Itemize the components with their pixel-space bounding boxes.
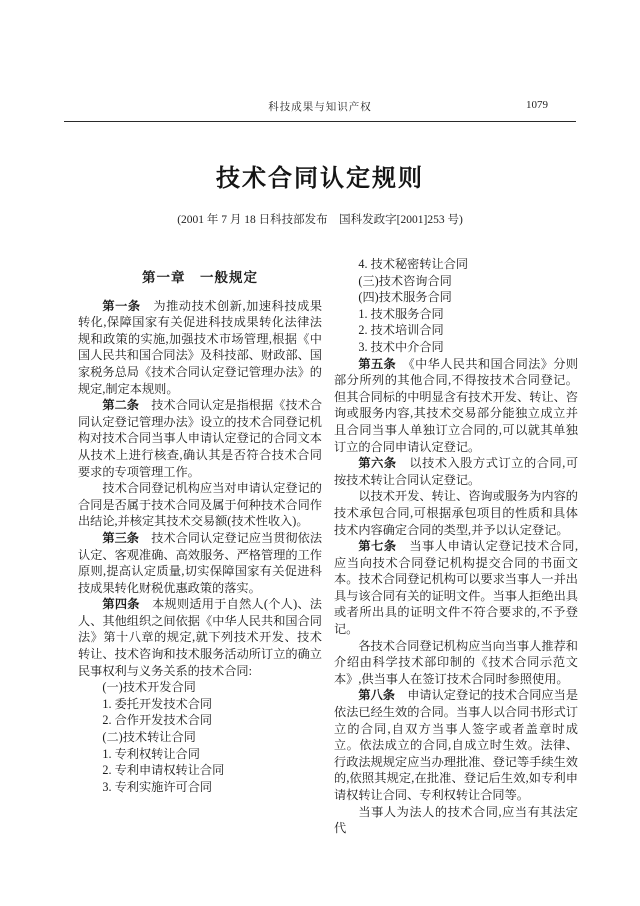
left-column: [78, 256, 322, 837]
article-number: 第六条: [358, 456, 397, 471]
paragraph: 第八条 申请认定登记的技术合同应当是依法已经生效的合同。当事人以合同书形式订立的合同,自双方当事人签字或者盖章时成立。依法成立的合同,自成立时生效。法律、行政法规规定应当办理批准、登记等手续生效的,依照其规定,在批准、登记后生效,如专利申请权转让合同、专利权转让合同等。: [334, 688, 579, 802]
list-item: (三)技术咨询合同: [358, 273, 452, 288]
header-rule: [64, 121, 576, 122]
paragraph: 第七条 当事人申请认定登记技术合同,应当向技术合同登记机构提交合同的书面文本。技术合同登记机构可以要求当事人一并出具与该合同有关的证明文件。当事人拒绝出具或者所出具的证明文件不符合要求的,不予登记。: [334, 539, 579, 637]
paragraph: 第二条 技术合同认定是指根据《技术合同认定登记管理办法》设立的技术合同登记机构对技术合同当事人申请认定登记的合同文本从技术上进行核查,确认其是否符合技术合同要求的专项管理工作。: [78, 398, 323, 479]
paragraph: 以技术开发、转让、咨询或服务为内容的技术承包合同,可根据承包项目的性质和具体技术内容确定合同的类型,并予以认定登记。: [334, 489, 578, 537]
paragraph: 第四条 本规则适用于自然人(个人)、法人、其他组织之间依据《中华人民共和国合同法》第十八章的规定,就下列技术开发、技术转让、技术咨询和技术服务活动所订立的确立民事权利与义务关系的技术合同:: [78, 597, 322, 678]
list-item: 4. 技术秘密转让合同: [358, 257, 469, 271]
article-number: 第七条: [358, 539, 397, 554]
chapter-heading: 第一章 一般规定: [142, 270, 258, 285]
list-item: 3. 技术中介合同: [358, 339, 444, 354]
list-item: 2. 合作开发技术合同: [102, 713, 213, 728]
list-item: 1. 技术服务合同: [358, 306, 444, 321]
right-column: [334, 256, 578, 837]
article-number: 第八条: [358, 688, 395, 703]
document-body: [78, 256, 578, 837]
list-item: 1. 专利权转让合同: [102, 746, 200, 761]
article-number: 第五条: [358, 356, 397, 371]
document-title: 技术合同认定规则: [216, 166, 424, 192]
paragraph: 技术合同登记机构应当对申请认定登记的合同是否属于技术合同及属于何种技术合同作出结论,并核定其技术交易额(技术性收入)。: [78, 481, 322, 529]
paragraph: 第五条 《中华人民共和国合同法》分则部分所列的其他合同,不得按技术合同登记。但其合同标的中明显含有技术开发、转让、咨询或服务内容,其技术交易部分能独立成立并且合同当事人单独订立合同的,可以就其单独订立的合同申请认定登记。: [334, 356, 579, 454]
page-header: [64, 99, 576, 115]
paragraph: 第六条 以技术入股方式订立的合同,可按技术转让合同认定登记。: [334, 456, 579, 487]
list-item: (一)技术开发合同: [102, 680, 196, 695]
article-number: 第四条: [102, 597, 140, 612]
paragraph: 当事人为法人的技术合同,应当有其法定代: [334, 804, 578, 836]
article-number: 第三条: [102, 530, 139, 545]
list-item: 2. 技术培训合同: [358, 323, 444, 338]
paragraph: 第一条 为推动技术创新,加速科技成果转化,保障国家有关促进科技成果转化法律法规和政策的实施,加强技术市场管理,根据《中国人民共和国合同法》及科技部、财政部、国家税务总局《技术合同认定登记管理办法》的规定,制定本规则。: [78, 298, 323, 396]
list-item: 1. 委托开发技术合同: [102, 696, 213, 711]
paragraph: 第三条 技术合同认定登记应当贯彻依法认定、客观准确、高效服务、严格管理的工作原则,提高认定质量,切实保障国家有关促进科技成果转化财税优惠政策的落实。: [78, 530, 323, 595]
list-item: 3. 专利实施许可合同: [102, 779, 213, 794]
page-number: 1079: [526, 99, 548, 111]
paragraph: 各技术合同登记机构应当向当事人推荐和介绍由科学技术部印制的《技术合同示范文本》,供当事人在签订技术合同时参照使用。: [334, 638, 578, 686]
article-number: 第一条: [102, 298, 141, 313]
list-item: 2. 专利申请权转让合同: [102, 763, 225, 778]
list-item: (二)技术转让合同: [102, 730, 196, 745]
list-item: (四)技术服务合同: [358, 290, 452, 305]
document-subtitle: (2001 年 7 月 18 日科技部发布 国科发政字[2001]253 号): [177, 214, 463, 226]
article-number: 第二条: [102, 398, 139, 413]
running-head: 科技成果与知识产权: [268, 102, 372, 113]
